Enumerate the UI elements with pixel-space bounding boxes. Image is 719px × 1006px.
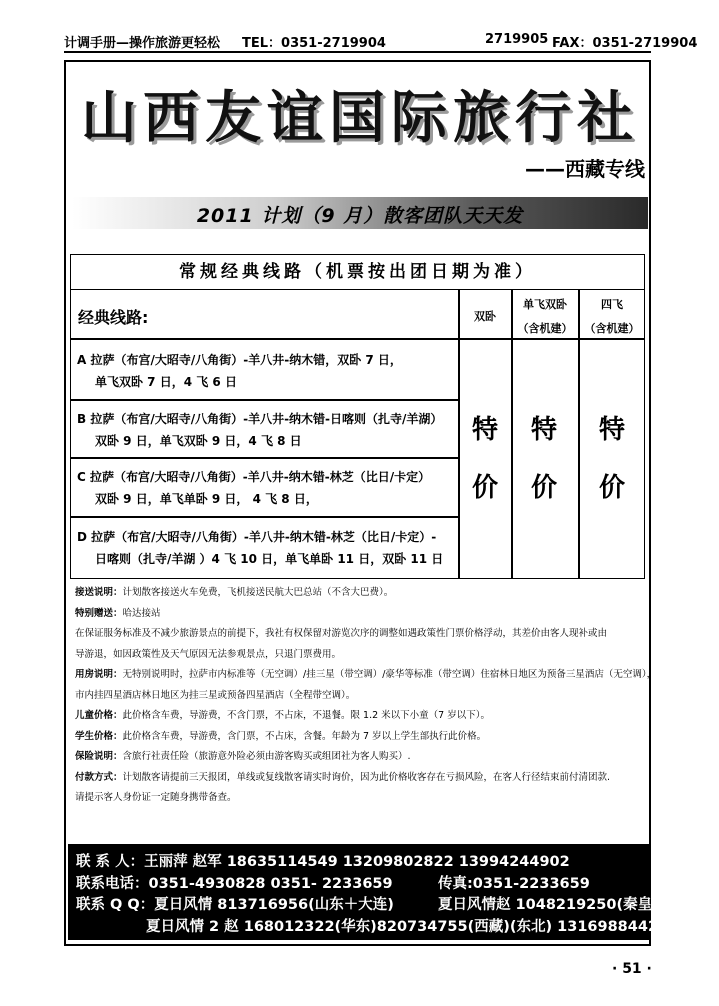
special-price-top: 特 — [471, 415, 498, 445]
note-line — [75, 768, 647, 789]
note-text: 计划散客请提前三天报团，单线或复线散客请实时询价，因为此价格收客存在亏损风险，在客人行径结束前付清团款. — [122, 771, 611, 783]
route-a — [77, 349, 402, 393]
note-text: 哈达接站 — [122, 607, 161, 619]
special-price-bottom: 价 — [530, 473, 557, 503]
contact-qq-3: 夏日风情 2 赵 168012322(华东)820734755(西藏)(东北) 1316988442(西安) — [146, 919, 701, 935]
note-label: 用房说明： — [75, 669, 123, 680]
special-price-top: 特 — [598, 415, 625, 445]
special-price-bottom: 价 — [598, 473, 625, 503]
note-line — [75, 686, 647, 707]
col-header-four-fly-l1: 四飞 — [601, 298, 623, 311]
note-line — [75, 706, 647, 727]
note-line — [75, 604, 647, 625]
note-line — [75, 788, 647, 809]
route-line: 双卧 9 日，单飞单卧 9 日， 4 飞 8 日， — [95, 492, 318, 506]
contact-qq-1: 联系 Q Q：夏日风情 813716956(山东＋大连) — [76, 897, 394, 913]
note-text: 计划散客接送火车免费，飞机接送民航大巴总站（不含大巴费）。 — [122, 587, 394, 598]
page-number: · 51 · — [612, 961, 652, 977]
note-label: 付款方式： — [75, 771, 123, 783]
note-line — [75, 583, 647, 604]
note-line — [75, 747, 647, 768]
special-price-bottom: 价 — [471, 473, 498, 503]
page-title: 山西友谊国际旅行社 — [81, 86, 639, 151]
note-text: 市内挂四星酒店林日地区为挂三星或预备四星酒店（全程带空调）。 — [75, 689, 356, 701]
route-line: B 拉萨（布宫/大昭寺/八角街）-羊八井-纳木错-日喀则（扎寺/羊湖） — [77, 412, 443, 426]
note-line — [75, 645, 647, 666]
col-header-double-sleeper: 双卧 — [474, 310, 496, 323]
header-tel: TEL：0351-2719904 — [242, 36, 386, 51]
table-divider — [70, 338, 645, 340]
table-divider — [70, 516, 458, 518]
contact-phone: 联系电话：0351-4930828 0351- 2233659 — [76, 876, 393, 892]
classic-routes-label: 经典线路: — [78, 308, 149, 327]
note-text: 此价格含车费，导游费，含门票，不占床，含餐。年龄为 7 岁以上学生部执行此价格。 — [122, 730, 487, 742]
route-line: A 拉萨（布宫/大昭寺/八角街）-羊八井-纳木错，双卧 7 日， — [77, 353, 402, 367]
contact-block — [68, 844, 701, 940]
special-price-top: 特 — [530, 415, 557, 445]
col-header-single-fly-l2: （含机建） — [517, 322, 573, 335]
route-line: D 拉萨（布宫/大昭寺/八角街）-羊八井-纳木错-林芝（比日/卡定）- — [77, 530, 437, 544]
contact-qq-2: 夏日风情赵 1048219250(秦皇岛) — [438, 897, 674, 913]
note-line — [75, 665, 657, 686]
page-subtitle: ——西藏专线 — [525, 157, 645, 181]
header-tel2: 2719905 — [485, 32, 549, 47]
route-line: 双卧 9 日，单飞双卧 9 日，4 飞 8 日 — [95, 434, 302, 448]
note-line — [75, 727, 647, 748]
note-text: 无特别说明时，拉萨市内标准等（无空调）/挂三星（带空调）/豪华等标准（带空调）住宿林日地区为预备三星酒店（无空调）， — [122, 669, 657, 680]
note-label: 接送说明： — [75, 587, 123, 598]
table-divider — [70, 399, 458, 401]
table-divider — [70, 457, 458, 459]
note-text: 此价格含车费，导游费，不含门票，不占床，不退餐。限 1.2 米以下小童（7 岁以下）。 — [122, 710, 490, 721]
note-text: 请提示客人身份证一定随身携带备查。 — [75, 792, 237, 803]
col-header-four-fly-l2: （含机建） — [584, 322, 640, 335]
table-heading: 常规经典线路（机票按出团日期为准） — [70, 254, 645, 290]
notes-section — [75, 583, 657, 809]
note-text: 在保证服务标准及不减少旅游景点的前提下，我社有权保留对游览次序的调整如遇政策性门票价格浮动，其差价由客人现补或由 — [75, 628, 608, 639]
note-text: 含旅行社责任险（旅游意外险必须由游客购买或组团社为客人购买）. — [122, 751, 411, 762]
note-label: 保险说明： — [75, 751, 123, 762]
header-tagline: 计调手册—操作旅游更轻松 — [64, 36, 221, 51]
note-line — [75, 624, 647, 645]
contact-fax: 传真:0351-2233659 — [438, 876, 590, 892]
header-rule — [64, 51, 651, 53]
route-b — [77, 408, 442, 452]
note-text: 导游退，如因政策性及天气原因无法参观景点，只退门票费用。 — [75, 648, 342, 660]
route-line: 单飞双卧 7 日，4 飞 6 日 — [95, 375, 237, 389]
note-label: 特别赠送： — [75, 607, 123, 619]
contact-person: 联 系 人：王丽萍 赵军 18635114549 13209802822 13994244902 — [76, 854, 570, 870]
route-line: 日喀则（扎寺/羊湖 ）4 飞 10 日，单飞单卧 11 日，双卧 11 日 — [95, 552, 444, 566]
header-fax: FAX：0351-2719904 — [552, 36, 698, 51]
header-line — [64, 32, 698, 51]
banner-text: 2011 计划（9 月）散客团队天天发 — [196, 205, 524, 227]
route-c — [77, 466, 430, 510]
route-line: C 拉萨（布宫/大昭寺/八角街）-羊八井-纳木错-林芝（比日/卡定） — [77, 470, 431, 484]
note-label: 学生价格： — [75, 730, 123, 742]
route-d — [77, 526, 443, 570]
col-header-single-fly-l1: 单飞双卧 — [523, 298, 567, 311]
note-label: 儿童价格： — [75, 710, 123, 721]
